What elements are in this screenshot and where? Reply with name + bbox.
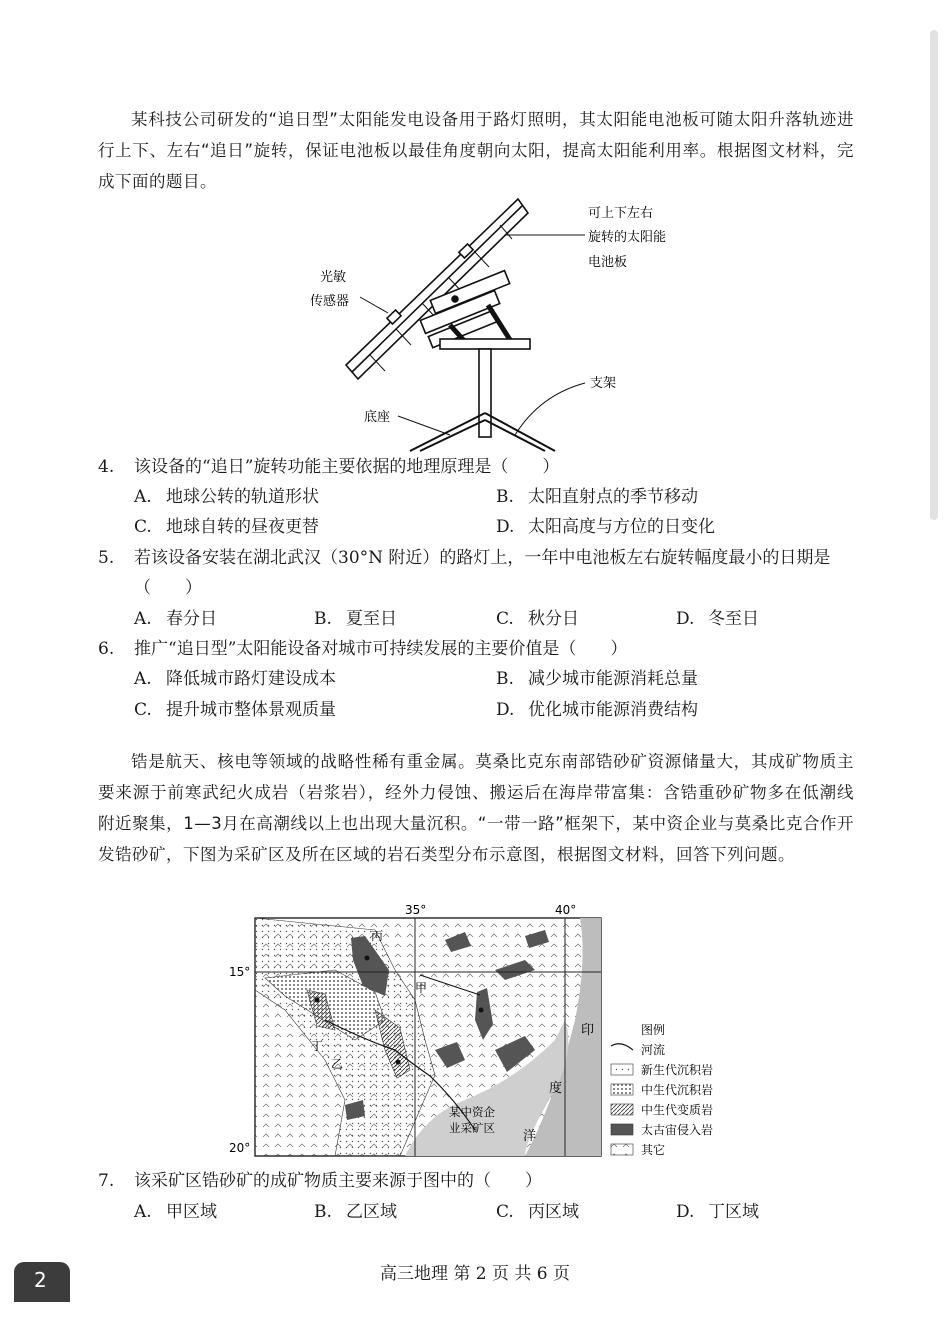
ocean-label-1: 印 bbox=[581, 1023, 595, 1038]
q7-option-d[interactable]: D. 丁区域 bbox=[676, 1202, 759, 1222]
legend-mesozoic-sed: 中生代沉积岩 bbox=[641, 1083, 714, 1097]
label-bracket: 支架 bbox=[590, 376, 617, 391]
page-number-badge: 2 bbox=[14, 1262, 70, 1302]
q7-option-c[interactable]: C. 丙区域 bbox=[496, 1202, 579, 1222]
q5-option-b[interactable]: B. 夏至日 bbox=[314, 609, 397, 629]
lon-35-label: 35° bbox=[405, 903, 427, 917]
q5-option-c[interactable]: C. 秋分日 bbox=[496, 609, 579, 629]
label-sensor-1: 光敏 bbox=[320, 270, 347, 285]
ocean-label-2: 度 bbox=[549, 1081, 563, 1096]
passage-1: 某科技公司研发的“追日型”太阳能发电设备用于路灯照明，其太阳能电池板可随太阳升落轨迹进行上下、左右“追日”旋转，保证电池板以最佳角度朝向太阳，提高太阳能利用率。根据图文材料，完成下面的题目。 bbox=[98, 110, 854, 191]
scrollbar[interactable] bbox=[930, 30, 938, 520]
q6-option-d[interactable]: D. 优化城市能源消费结构 bbox=[496, 700, 698, 720]
page-footer: 高三地理 第 2 页 共 6 页 bbox=[379, 1264, 571, 1284]
region-jia-label: 甲 bbox=[415, 981, 428, 995]
legend-title: 图例 bbox=[641, 1023, 666, 1037]
q4-option-a[interactable]: A. 地球公转的轨道形状 bbox=[134, 487, 319, 507]
q4-option-b[interactable]: B. 太阳直射点的季节移动 bbox=[496, 487, 698, 507]
label-base: 底座 bbox=[364, 410, 391, 425]
legend-mesozoic-meta: 中生代变质岩 bbox=[641, 1103, 714, 1117]
lat-20-label: 20° bbox=[229, 1141, 251, 1155]
q7-option-a[interactable]: A. 甲区域 bbox=[134, 1202, 217, 1222]
q6-option-a[interactable]: A. 降低城市路灯建设成本 bbox=[134, 669, 336, 689]
label-panel-1: 可上下左右 bbox=[588, 206, 654, 221]
label-panel-2: 旋转的太阳能 bbox=[588, 230, 667, 245]
mine-label-1: 某中资企 bbox=[449, 1105, 495, 1119]
mine-label-2: 业采矿区 bbox=[449, 1121, 495, 1135]
lon-40-label: 40° bbox=[555, 903, 577, 917]
q4-option-c[interactable]: C. 地球自转的昼夜更替 bbox=[134, 517, 319, 537]
label-sensor-2: 传感器 bbox=[310, 294, 350, 309]
region-bing-label: 丙 bbox=[371, 929, 384, 943]
region-yi-label: 乙 bbox=[331, 1057, 344, 1071]
question-5: 5. 若该设备安装在湖北武汉（30°N 附近）的路灯上，一年中电池板左右旋转幅度最小的日期是（ ） bbox=[98, 548, 831, 598]
solar-tracker-figure bbox=[300, 195, 700, 455]
region-ding-label: 丁 bbox=[311, 1039, 324, 1053]
ocean-label-3: 洋 bbox=[523, 1129, 537, 1144]
q6-option-c[interactable]: C. 提升城市整体景观质量 bbox=[134, 700, 336, 720]
passage-2: 锆是航天、核电等领域的战略性稀有重金属。莫桑比克东南部锆砂矿资源储量大，其成矿物质主要来源于前寒武纪火成岩（岩浆岩），经外力侵蚀、搬运后在海岸带富集：含锆重砂矿物多在低潮线附近聚集，1—3月在高潮线以上也出现大量沉积。“一带一路”框架下，某中资企业与莫桑比克合作开发锆砂矿，下图为采矿区及所在区域的岩石类型分布示意图，根据图文材料，回答下列问题。 bbox=[98, 752, 854, 864]
legend-cenozoic-sed: 新生代沉积岩 bbox=[641, 1063, 714, 1077]
q5-option-d[interactable]: D. 冬至日 bbox=[676, 609, 759, 629]
lat-15-label: 15° bbox=[229, 965, 251, 979]
q4-option-d[interactable]: D. 太阳高度与方位的日变化 bbox=[496, 517, 715, 537]
legend-river: 河流 bbox=[641, 1043, 666, 1057]
q7-option-b[interactable]: B. 乙区域 bbox=[314, 1202, 397, 1222]
legend-archean-intrusive: 太古宙侵入岩 bbox=[641, 1123, 714, 1137]
legend-other: 其它 bbox=[641, 1143, 666, 1157]
label-panel-3: 电池板 bbox=[588, 255, 628, 270]
q5-option-a[interactable]: A. 春分日 bbox=[134, 609, 217, 629]
q6-option-b[interactable]: B. 减少城市能源消耗总量 bbox=[496, 669, 698, 689]
mozambique-rock-map bbox=[225, 900, 725, 1162]
